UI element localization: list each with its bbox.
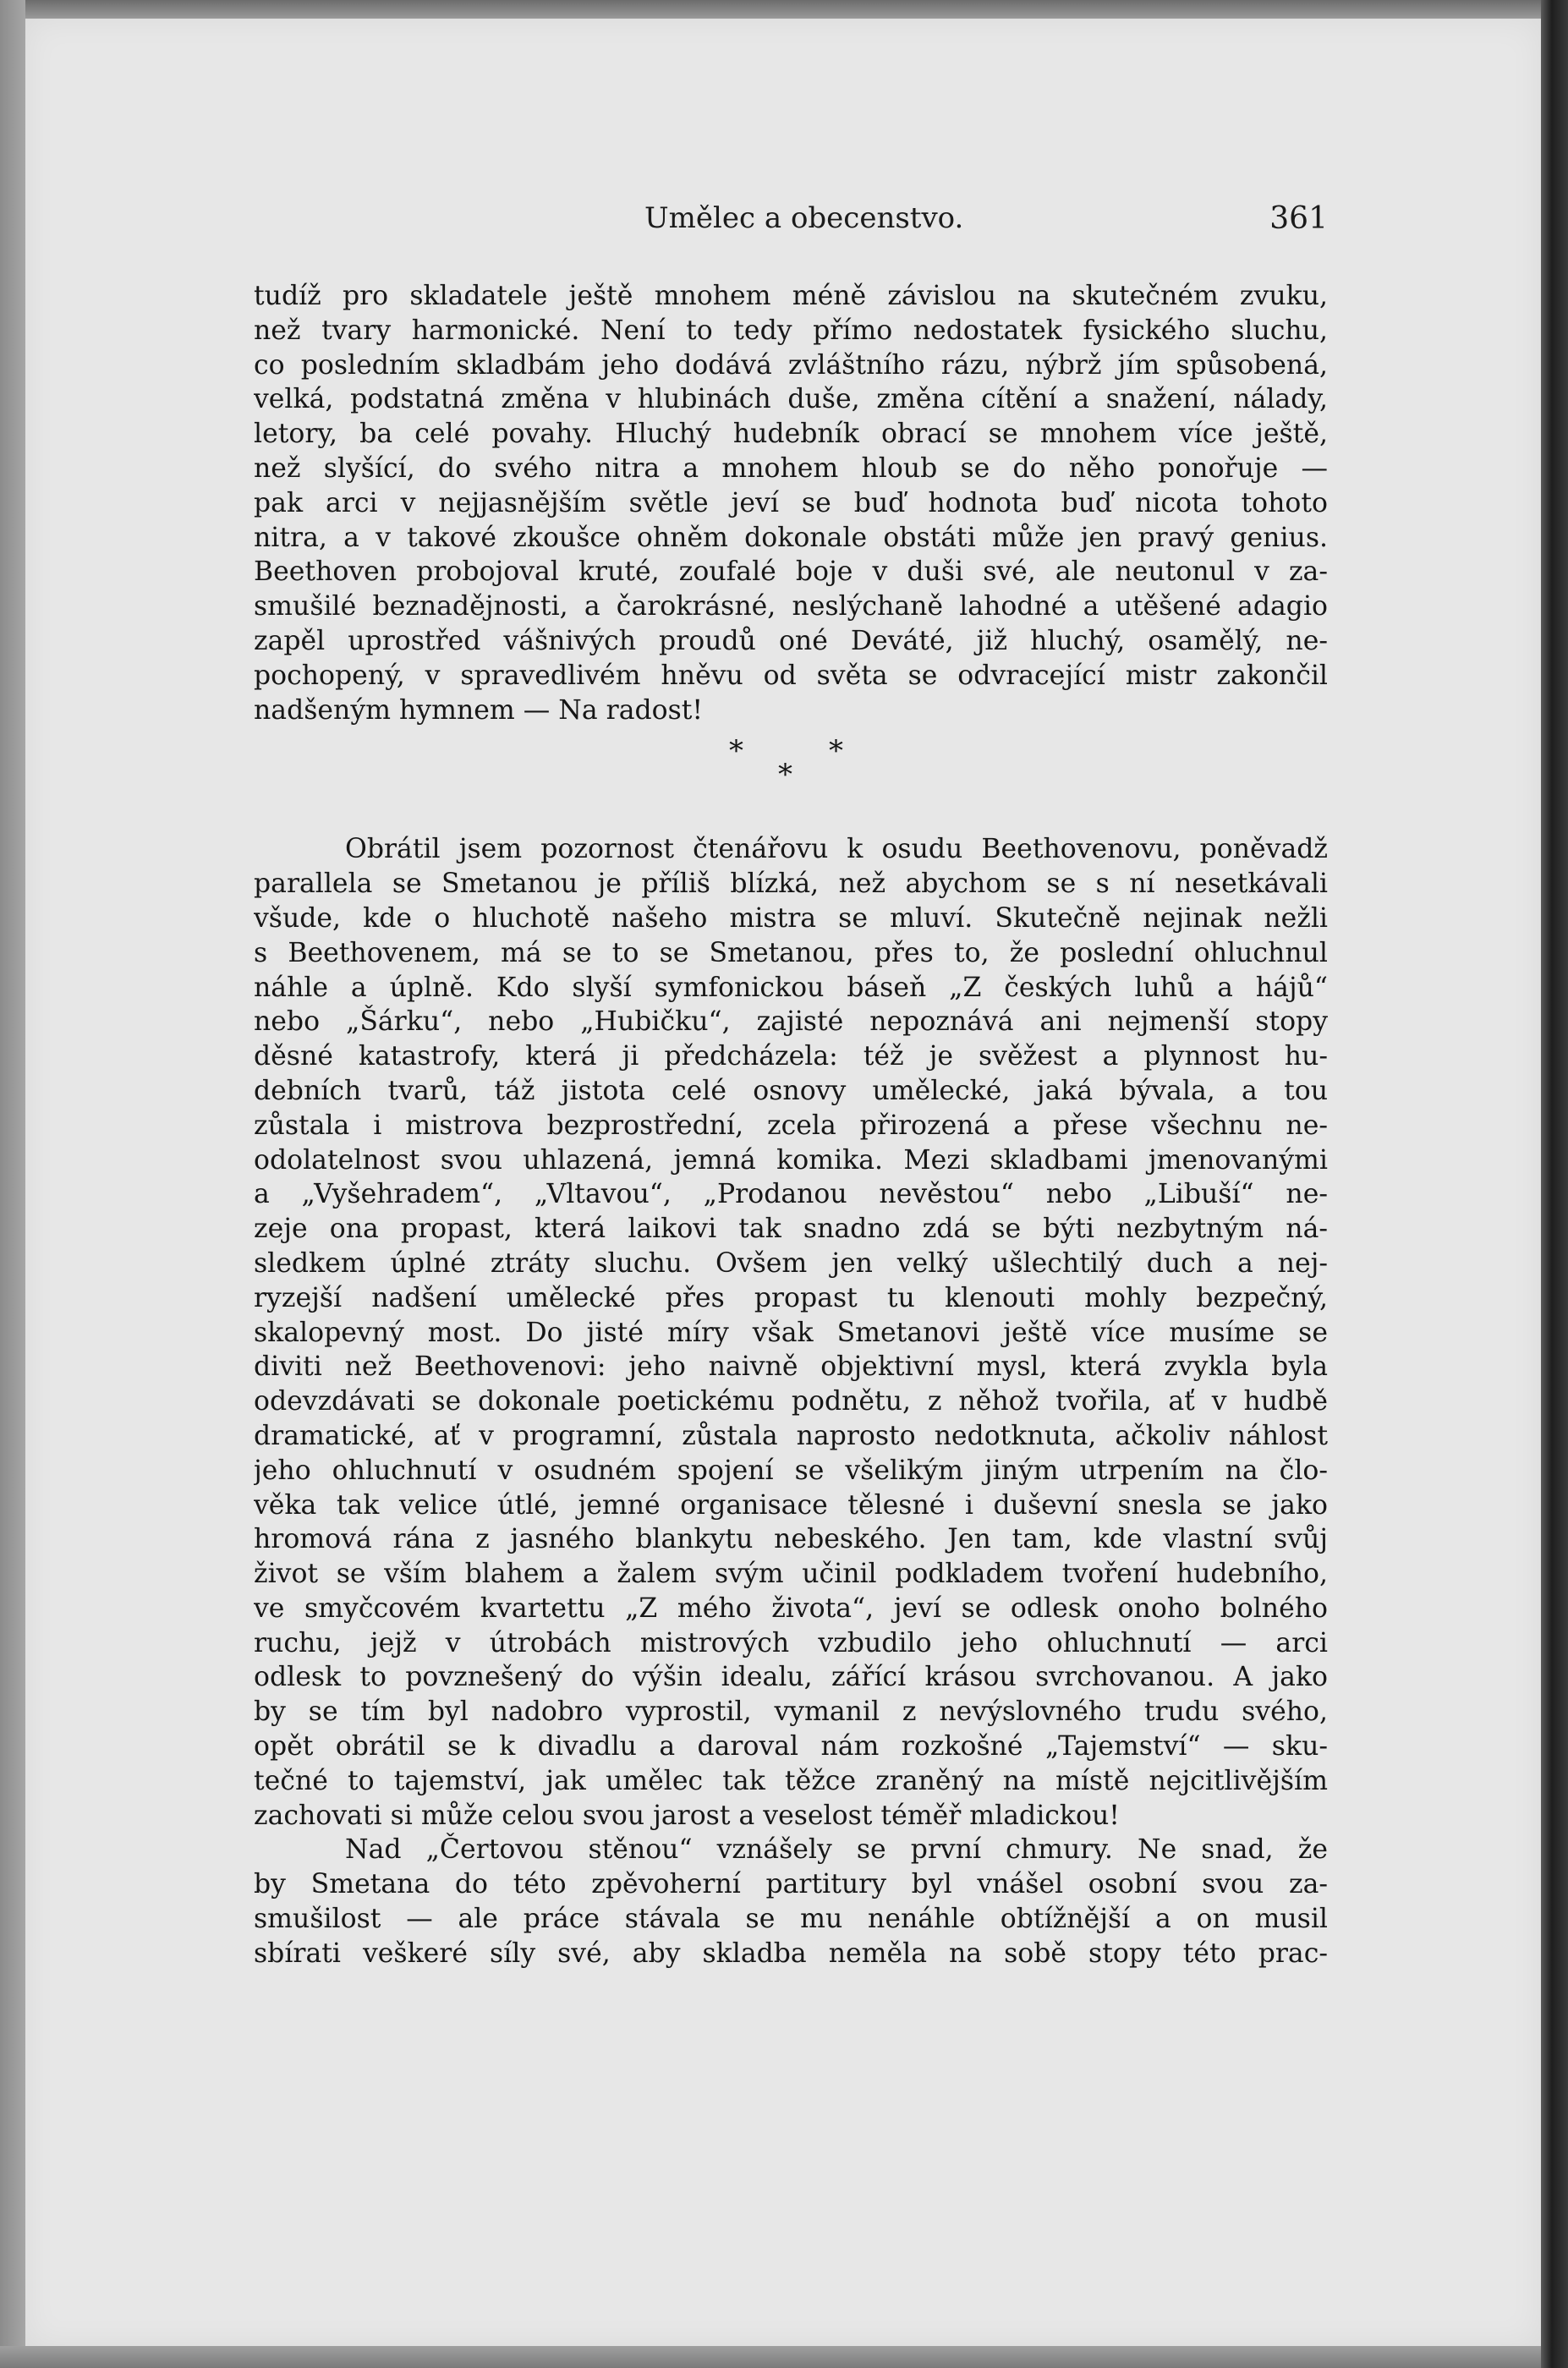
text-line: pak arci v nejjasnějším světle jeví se buď hodnota buď nicota tohoto	[254, 487, 1328, 518]
text-line: než slyšící, do svého nitra a mnohem hloub se do něho ponořuje —	[254, 452, 1328, 484]
text-line: děsné katastrofy, která ji předcházela: též je svěžest a plynnost hu-	[254, 1041, 1328, 1072]
text-line: pochopený, v spravedlivém hněvu od světa se odvracející mistr zakončil	[254, 660, 1328, 691]
text-line: opět obrátil se k divadlu a daroval nám rozkošné „Tajemství“ — sku-	[254, 1731, 1328, 1762]
text-line: s Beethovenem, má se to se Smetanou, přes to, že poslední ohluchnul	[254, 937, 1328, 968]
body-text	[254, 279, 1328, 1971]
section-separator	[254, 727, 1328, 832]
page-number: 361	[1269, 201, 1328, 236]
text-line: všude, kde o hluchotě našeho mistra se mluví. Skutečně nejinak nežli	[254, 902, 1328, 934]
text-line: a „Vyšehradem“, „Vltavou“, „Prodanou nevěstou“ nebo „Libuší“ ne-	[254, 1179, 1328, 1210]
paragraph-3	[254, 1833, 1328, 1971]
scan-border-top	[0, 0, 1568, 19]
scan-border-bottom	[0, 2346, 1568, 2368]
text-line: odolatelnost svou uhlazená, jemná komika. Mezi skladbami jmenovanými	[254, 1144, 1328, 1176]
text-line: dramatické, ať v programní, zůstala naprosto nedotknuta, ačkoliv náhlost	[254, 1420, 1328, 1451]
text-line: zeje ona propast, která laikovi tak snadno zdá se býti nezbytným ná-	[254, 1214, 1328, 1245]
text-line: tudíž pro skladatele ještě mnohem méně závislou na skutečném zvuku,	[254, 281, 1328, 311]
text-line: ryzejší nadšení umělecké přes propast tu klenouti mohly bezpečný,	[254, 1282, 1328, 1313]
running-head	[254, 198, 1328, 242]
text-line: ve smyčcovém kvartettu „Z mého života“, jeví se odlesk onoho bolného	[254, 1592, 1328, 1624]
text-line: odevzdávati se dokonale poetickému podnětu, z něhož tvořila, ať v hudbě	[254, 1386, 1328, 1417]
text-line: nebo „Šárku“, nebo „Hubičku“, zajisté nepoznává ani nejmenší stopy	[254, 1006, 1328, 1038]
text-line: velká, podstatná změna v hlubinách duše, změna cítění a snažení, nálady,	[254, 384, 1328, 415]
text-line: parallela se Smetanou je příliš blízká, než abychom se s ní nesetkávali	[254, 869, 1328, 900]
text-line: zachovati si může celou svou jarost a veselost téměř mladickou!	[254, 1800, 1120, 1831]
scan-border-left	[0, 0, 25, 2368]
running-title: Umělec a obecenstvo.	[644, 201, 964, 235]
text-line: by se tím byl nadobro vyprostil, vymanil z nevýslovného trudu svého,	[254, 1697, 1328, 1728]
book-spine-edge	[1541, 0, 1568, 2368]
text-line: co posledním skladbám jeho dodává zvláštního rázu, nýbrž jím spůsobená,	[254, 349, 1328, 381]
text-line: smušilé beznadějnosti, a čarokrásné, neslýchaně lahodné a utěšené adagio	[254, 591, 1328, 622]
text-line: sbírati veškeré síly své, aby skladba neměla na sobě stopy této prac-	[254, 1938, 1328, 1969]
text-line: Nad „Čertovou stěnou“ vznášely se první chmury. Ne snad, že	[345, 1834, 1328, 1866]
text-line: život se vším blahem a žalem svým učinil podkladem tvoření hudebního,	[254, 1559, 1328, 1590]
text-line: skalopevný most. Do jisté míry však Smetanovi ještě více musíme se	[254, 1317, 1328, 1348]
text-line: letory, ba celé povahy. Hluchý hudebník obrací se mnohem více ještě,	[254, 419, 1328, 450]
separator-star: *	[829, 734, 843, 769]
text-line: ruchu, jejž v útrobách mistrových vzbudilo jeho ohluchnutí — arci	[254, 1627, 1328, 1658]
separator-star: *	[778, 758, 792, 792]
text-line: Obrátil jsem pozornost čtenářovu k osudu Beethovenovu, poněvadž	[345, 834, 1328, 865]
text-line: diviti než Beethovenovi: jeho naivně objektivní mysl, která zvykla byla	[254, 1351, 1328, 1383]
text-line: smušilost — ale práce stávala se mu nenáhle obtížnější a on musil	[254, 1904, 1328, 1935]
text-line: náhle a úplně. Kdo slyší symfonickou báseň „Z českých luhů a hájů“	[254, 972, 1328, 1003]
paragraph-2	[254, 832, 1328, 1833]
text-line: zapěl uprostřed vášnivých proudů oné Deváté, již hluchý, osamělý, ne-	[254, 625, 1328, 656]
text-line: zůstala i mistrova bezprostřední, zcela přirozená a přese všechnu ne-	[254, 1110, 1328, 1141]
text-line: by Smetana do této zpěvoherní partitury byl vnášel osobní svou za-	[254, 1869, 1328, 1900]
text-line: jeho ohluchnutí v osudném spojení se všelikým jiným utrpením na člo-	[254, 1455, 1328, 1486]
text-line: sledkem úplné ztráty sluchu. Ovšem jen velký ušlechtilý duch a nej-	[254, 1247, 1328, 1279]
paragraph-1	[254, 279, 1328, 727]
text-line: než tvary harmonické. Není to tedy přímo nedostatek fysického sluchu,	[254, 315, 1328, 346]
text-line: Beethoven probojoval kruté, zoufalé boje v duši své, ale neutonul v za-	[254, 556, 1328, 588]
separator-star: *	[729, 734, 743, 769]
text-line: nadšeným hymnem — Na radost!	[254, 694, 704, 726]
text-line: tečné to tajemství, jak umělec tak těžce zraněný na místě nejcitlivějším	[254, 1765, 1328, 1796]
text-line: debních tvarů, táž jistota celé osnovy umělecké, jaká bývala, a tou	[254, 1075, 1328, 1106]
text-line: hromová rána z jasného blankytu nebeského. Jen tam, kde vlastní svůj	[254, 1524, 1328, 1555]
text-line: věka tak velice útlé, jemné organisace tělesné i duševní snesla se jako	[254, 1489, 1328, 1521]
text-line: odlesk to povznešený do výšin idealu, zářící krásou svrchovanou. A jako	[254, 1662, 1328, 1693]
text-line: nitra, a v takové zkoušce ohněm dokonale obstáti může jen pravý genius.	[254, 522, 1328, 553]
